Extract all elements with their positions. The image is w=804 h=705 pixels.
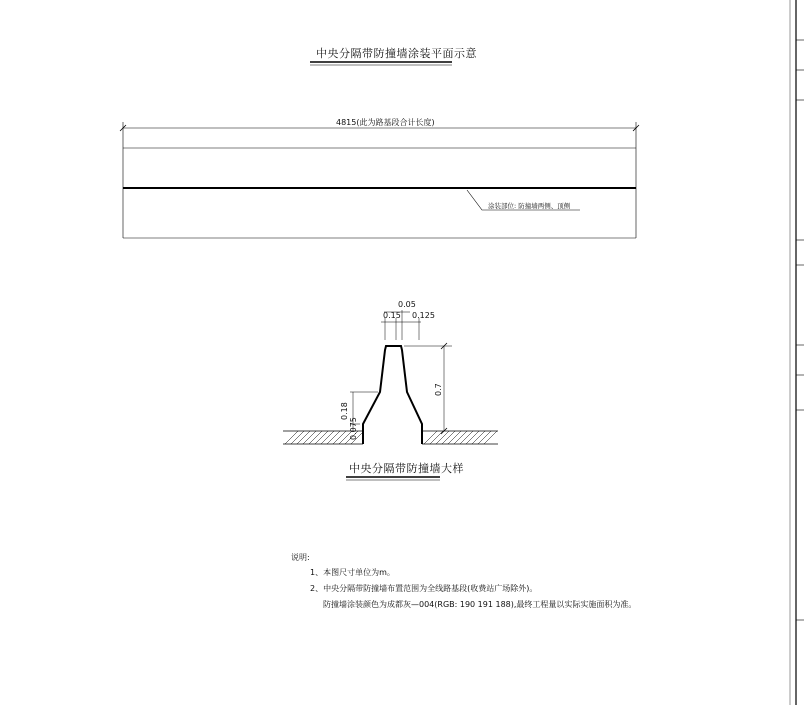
detail-title-underline (346, 477, 440, 480)
plan-title: 中央分隔带防撞墙涂装平面示意 (316, 47, 477, 60)
notes-heading: 说明: (291, 553, 310, 562)
plan-title-underline (310, 62, 452, 65)
dim-left-top: 0.15 (383, 311, 401, 320)
notes-line-3: 防撞墙涂装颜色为成都灰—004(RGB: 190 191 188),最终工程量以实际实施面积为准。 (323, 600, 637, 609)
plan-callout: 涂装部位: 防撞墙两侧、顶侧 (488, 202, 571, 210)
detail-title: 中央分隔带防撞墙大样 (349, 462, 464, 475)
dim-base: 0.075 (349, 417, 358, 440)
notes-line-2: 2、中央分隔带防撞墙布置范围为全线路基段(收费站广场除外)。 (310, 584, 538, 593)
sheet-border (790, 0, 804, 705)
dim-right-top: 0.125 (412, 311, 435, 320)
plan-view (120, 122, 639, 238)
dim-top: 0.05 (398, 300, 416, 309)
barrier-section (283, 310, 498, 444)
dim-slope: 0.18 (340, 402, 349, 420)
plan-length-label: 4815(此为路基段合计长度) (336, 118, 435, 127)
dim-height: 0.7 (434, 383, 443, 396)
notes-line-1: 1、本图尺寸单位为m。 (310, 568, 395, 577)
